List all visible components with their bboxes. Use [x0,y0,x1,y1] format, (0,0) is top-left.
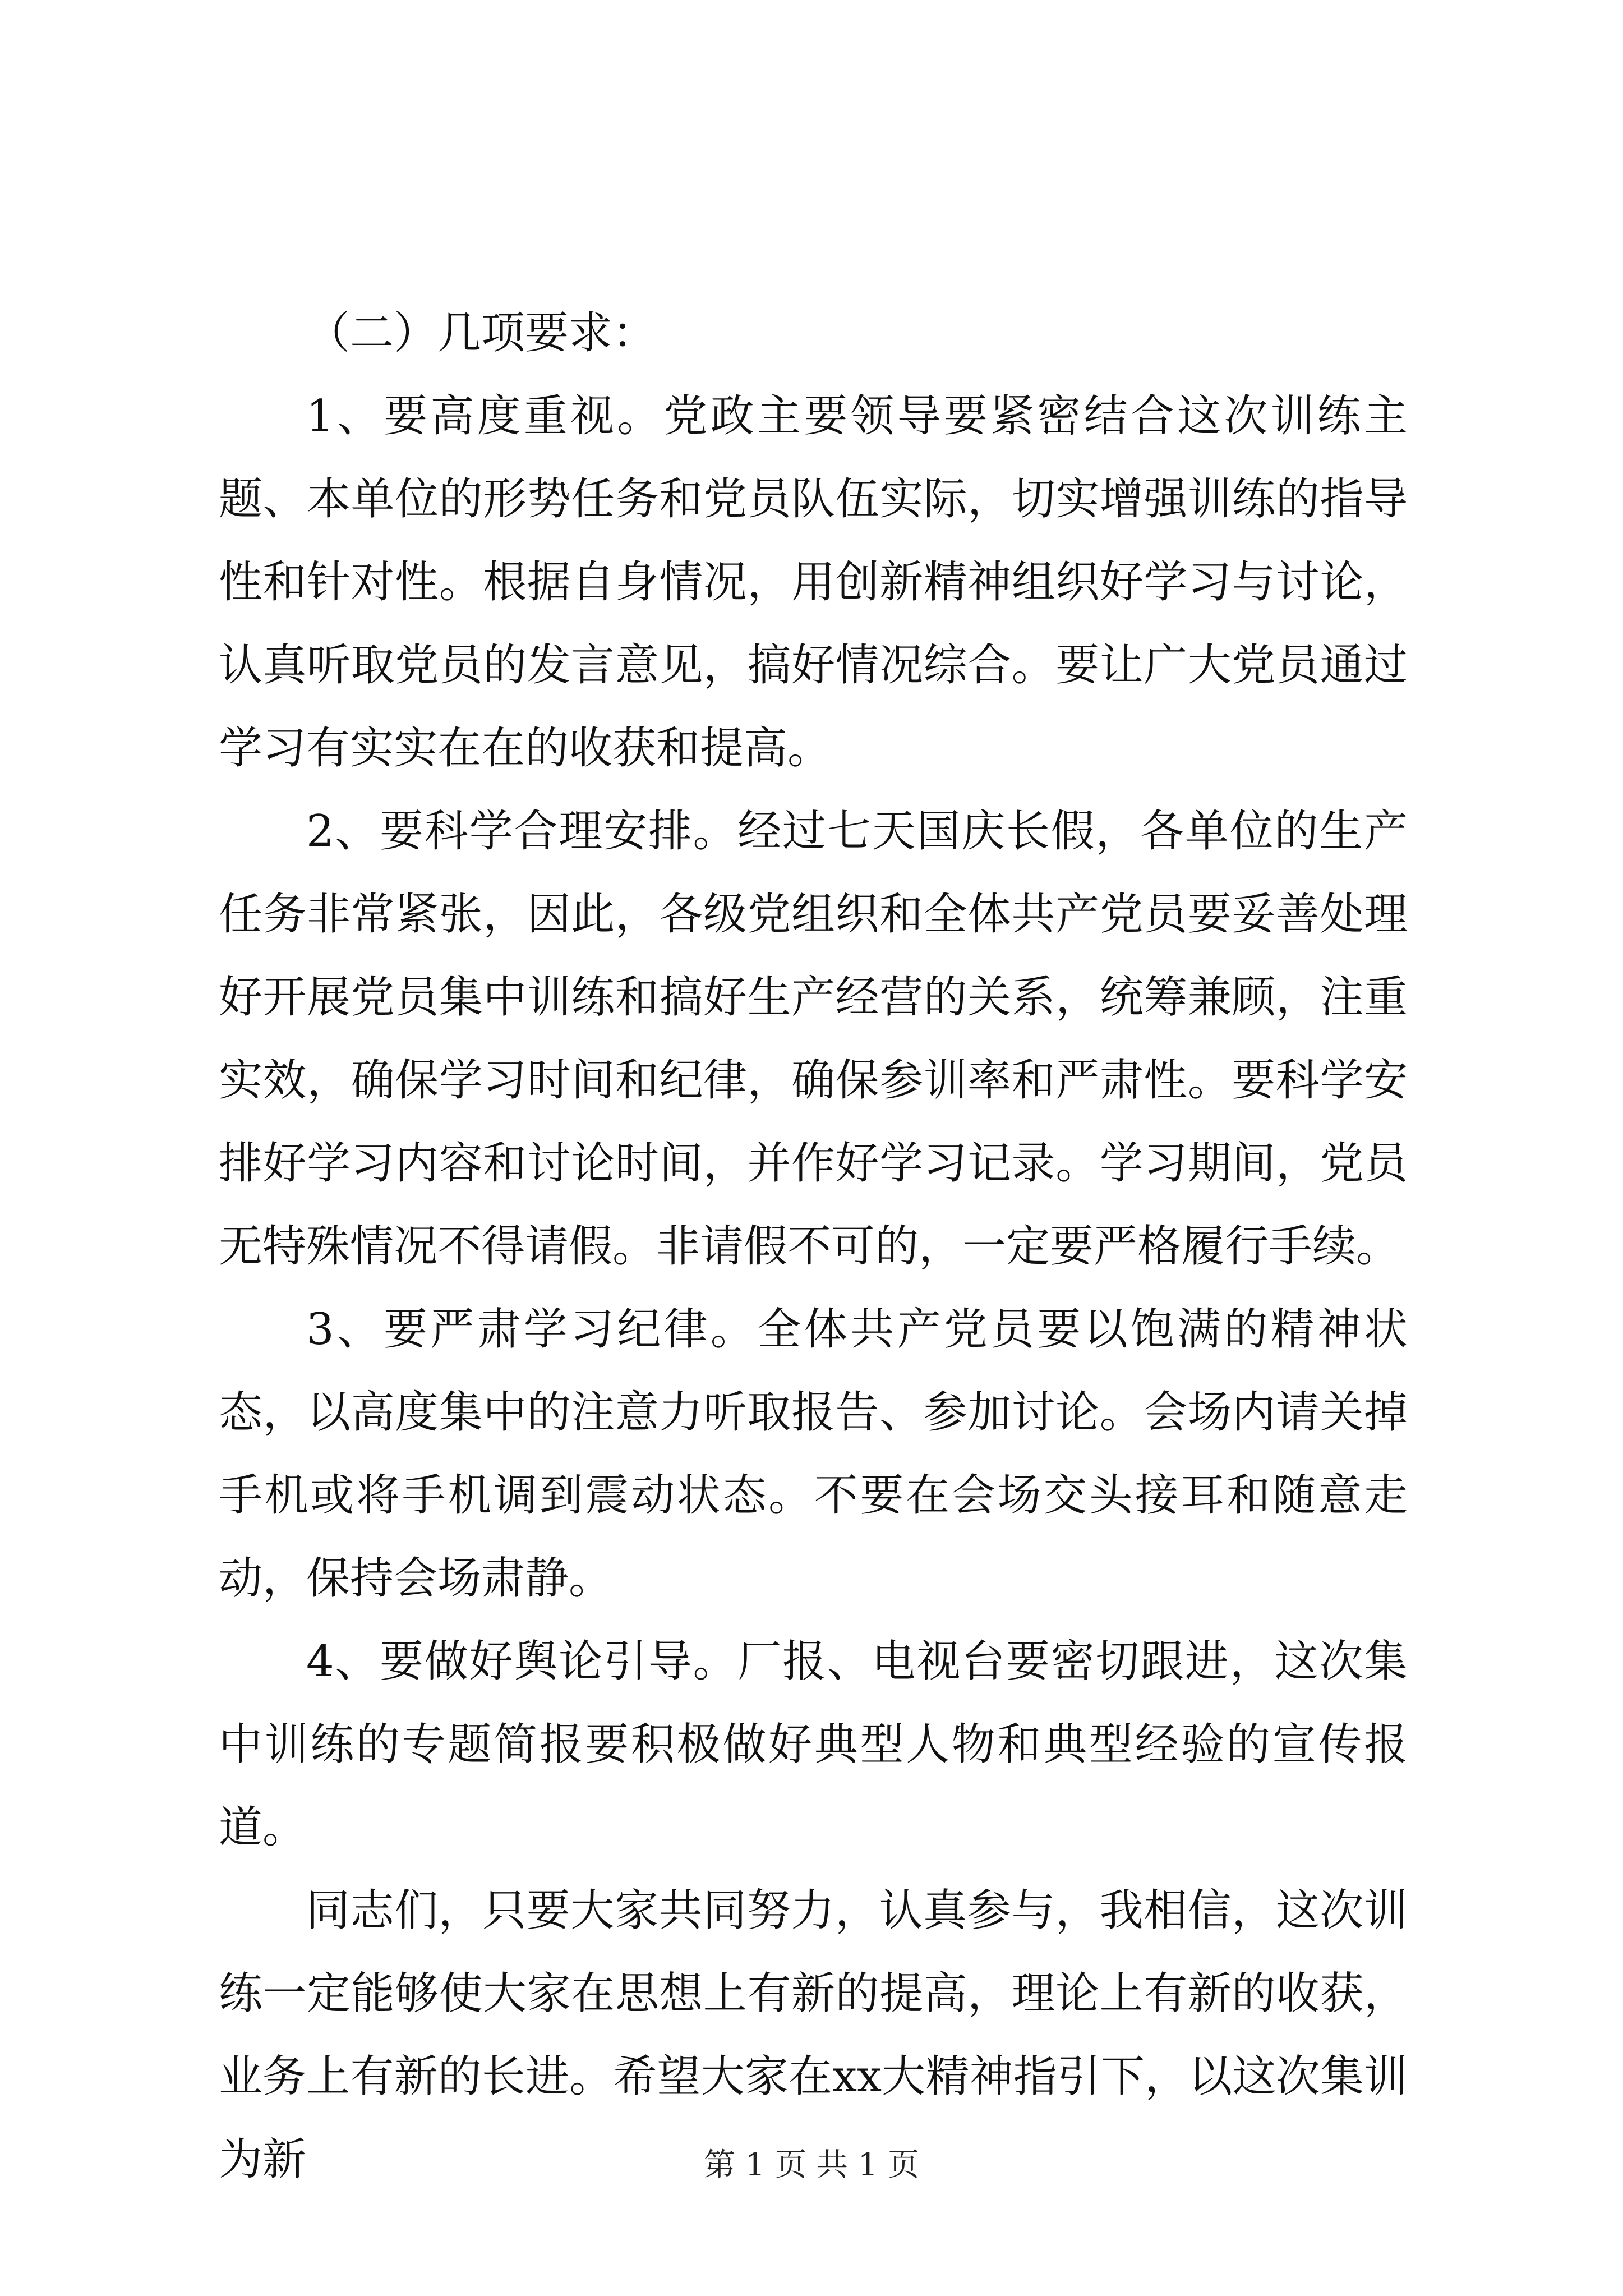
requirement-4-paragraph: 4、要做好舆论引导。厂报、电视台要密切跟进，这次集中训练的专题简报要积极做好典型人物和典型经验的宣传报道。 [219,1636,1408,1853]
document-body [219,292,1408,2201]
requirement-1-paragraph: 1、要高度重视。党政主要领导要紧密结合这次训练主题、本单位的形势任务和党员队伍实际，切实增强训练的指导性和针对性。根据自身情况，用创新精神组织好学习与讨论，认真听取党员的发言意见，搞好情况综合。要让广大党员通过学习有实实在在的收获和提高。 [219,391,1408,774]
page-footer: 第 1 页 共 1 页 [703,2147,920,2183]
section-heading: （二）几项要求： [306,308,657,358]
requirement-3-paragraph: 3、要严肃学习纪律。全体共产党员要以饱满的精神状态，以高度集中的注意力听取报告、参加讨论。会场内请关掉手机或将手机调到震动状态。不要在会场交头接耳和随意走动，保持会场肃静。 [219,1304,1408,1604]
closing-paragraph: 同志们，只要大家共同努力，认真参与，我相信，这次训练一定能够使大家在思想上有新的提高，理论上有新的收获，业务上有新的长进。希望大家在xx大精神指引下，以这次集训为新 [219,1885,1408,2185]
requirement-2-paragraph: 2、要科学合理安排。经过七天国庆长假，各单位的生产任务非常紧张，因此，各级党组织和全体共产党员要妥善处理好开展党员集中训练和搞好生产经营的关系，统筹兼顾，注重实效，确保学习时间和纪律，确保参训率和严肃性。要科学安排好学习内容和讨论时间，并作好学习记录。学习期间，党员无特殊情况不得请假。非请假不可的，一定要严格履行手续。 [219,806,1408,1272]
